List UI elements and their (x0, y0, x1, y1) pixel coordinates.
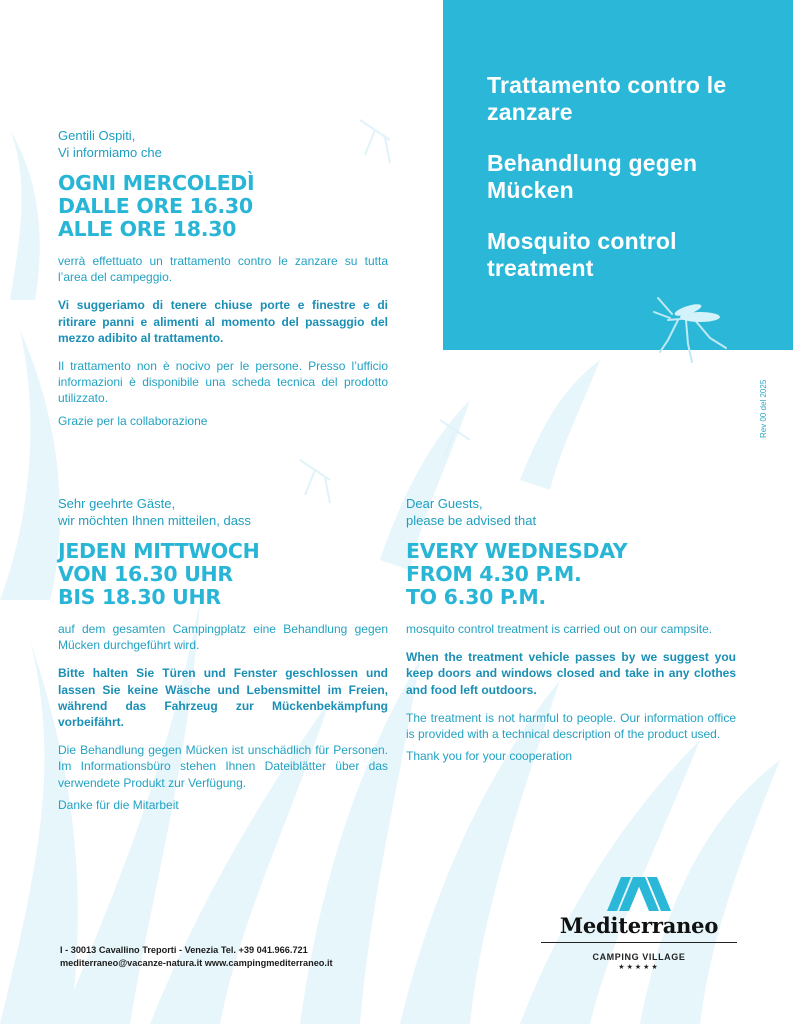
logo-subtitle: CAMPING VILLAGE (592, 952, 686, 962)
title-german: Behandlung gegen Mücken (487, 150, 698, 203)
italian-heading-line-2: DALLE ORE 16.30 (58, 194, 253, 218)
english-greeting-line-2: please be advised that (406, 512, 537, 528)
german-thanks: Danke für die Mitarbeit (58, 797, 179, 812)
italian-paragraph-1: verrà effettuato un trattamento contro le zanzare su tutta l’area del campeggio. (58, 254, 388, 285)
logo-brand-name: Mediterraneo (559, 913, 719, 938)
logo-divider (541, 942, 737, 943)
german-greeting-line-1: Sehr geehrte Gäste, (58, 496, 176, 511)
italian-greeting-line-2: Vi informiamo che (58, 144, 162, 160)
italian-paragraph-3: Il trattamento non è nocivo per le persone. Presso l’ufficio informazioni è disponibile una scheda tecnica del prodotto utilizzato. (58, 359, 388, 406)
title-italian: Trattamento contro le zanzare (487, 72, 727, 125)
italian-heading-line-1: OGNI MERCOLEDÌ (58, 171, 255, 195)
english-heading-line-3: TO 6.30 P.M. (406, 585, 546, 609)
logo-mark-icon (607, 877, 671, 911)
german-greeting-line-2: wir möchten Ihnen mitteilen, dass (58, 512, 251, 528)
title-list (487, 72, 777, 306)
footer-address: I - 30013 Cavallino Treporti - Venezia Tel. +39 041.966.721 (60, 945, 308, 955)
italian-thanks: Grazie per la collaborazione (58, 413, 208, 428)
english-paragraph-2: When the treatment vehicle passes by we suggest you keep doors and windows closed and take in any clothes and food left outdoors. (406, 650, 736, 697)
english-thanks: Thank you for your cooperation (406, 749, 573, 764)
italian-schedule-heading (58, 172, 388, 241)
english-schedule-heading (406, 540, 736, 609)
italian-paragraph-2: Vi suggeriamo di tenere chiuse porte e finestre e di ritirare panni e alimenti al momento del passaggio del mezzo adibito al trattamento. (58, 298, 388, 345)
english-greeting-line-1: Dear Guests, (406, 496, 483, 511)
title-english: Mosquito control treatment (487, 228, 677, 281)
footer-email-website[interactable]: mediterraneo@vacanze-natura.it www.campingmediterraneo.it (60, 958, 333, 968)
italian-greeting-line-1: Gentili Ospiti, (58, 128, 136, 143)
english-heading-line-2: FROM 4.30 P.M. (406, 562, 582, 586)
german-paragraph-2: Bitte halten Sie Türen und Fenster geschlossen und lassen Sie keine Wäsche und Lebensmittel im Freien, während das Fahrzeug zur Mückenbekämpfung vorbeifährt. (58, 666, 388, 730)
german-heading-line-2: VON 16.30 UHR (58, 562, 233, 586)
german-heading-line-3: BIS 18.30 UHR (58, 585, 221, 609)
english-section (406, 496, 736, 764)
german-section (58, 496, 388, 813)
brand-logo (541, 877, 737, 971)
contact-footer (60, 944, 333, 970)
english-heading-line-1: EVERY WEDNESDAY (406, 539, 628, 563)
english-paragraph-3: The treatment is not harmful to people. Our information office is provided with a technical description of the product used. (406, 710, 736, 742)
german-paragraph-1: auf dem gesamten Campingplatz eine Behandlung gegen Mücken durchgeführt wird. (58, 622, 388, 653)
italian-heading-line-3: ALLE ORE 18.30 (58, 217, 237, 241)
mosquito-icon (648, 292, 738, 372)
german-paragraph-3: Die Behandlung gegen Mücken ist unschädlich für Personen. Im Informationsbüro stehen Ihnen Dateiblätter über das verwendete Produkt zur Verfügung. (58, 743, 388, 790)
revision-label: Rev 00 del 2025 (759, 379, 768, 438)
german-heading-line-1: JEDEN MITTWOCH (58, 539, 260, 563)
title-panel (443, 0, 793, 350)
italian-section (58, 128, 388, 429)
logo-stars: ★★★★★ (618, 964, 660, 971)
german-schedule-heading (58, 540, 388, 609)
english-paragraph-1: mosquito control treatment is carried out on our campsite. (406, 622, 713, 636)
